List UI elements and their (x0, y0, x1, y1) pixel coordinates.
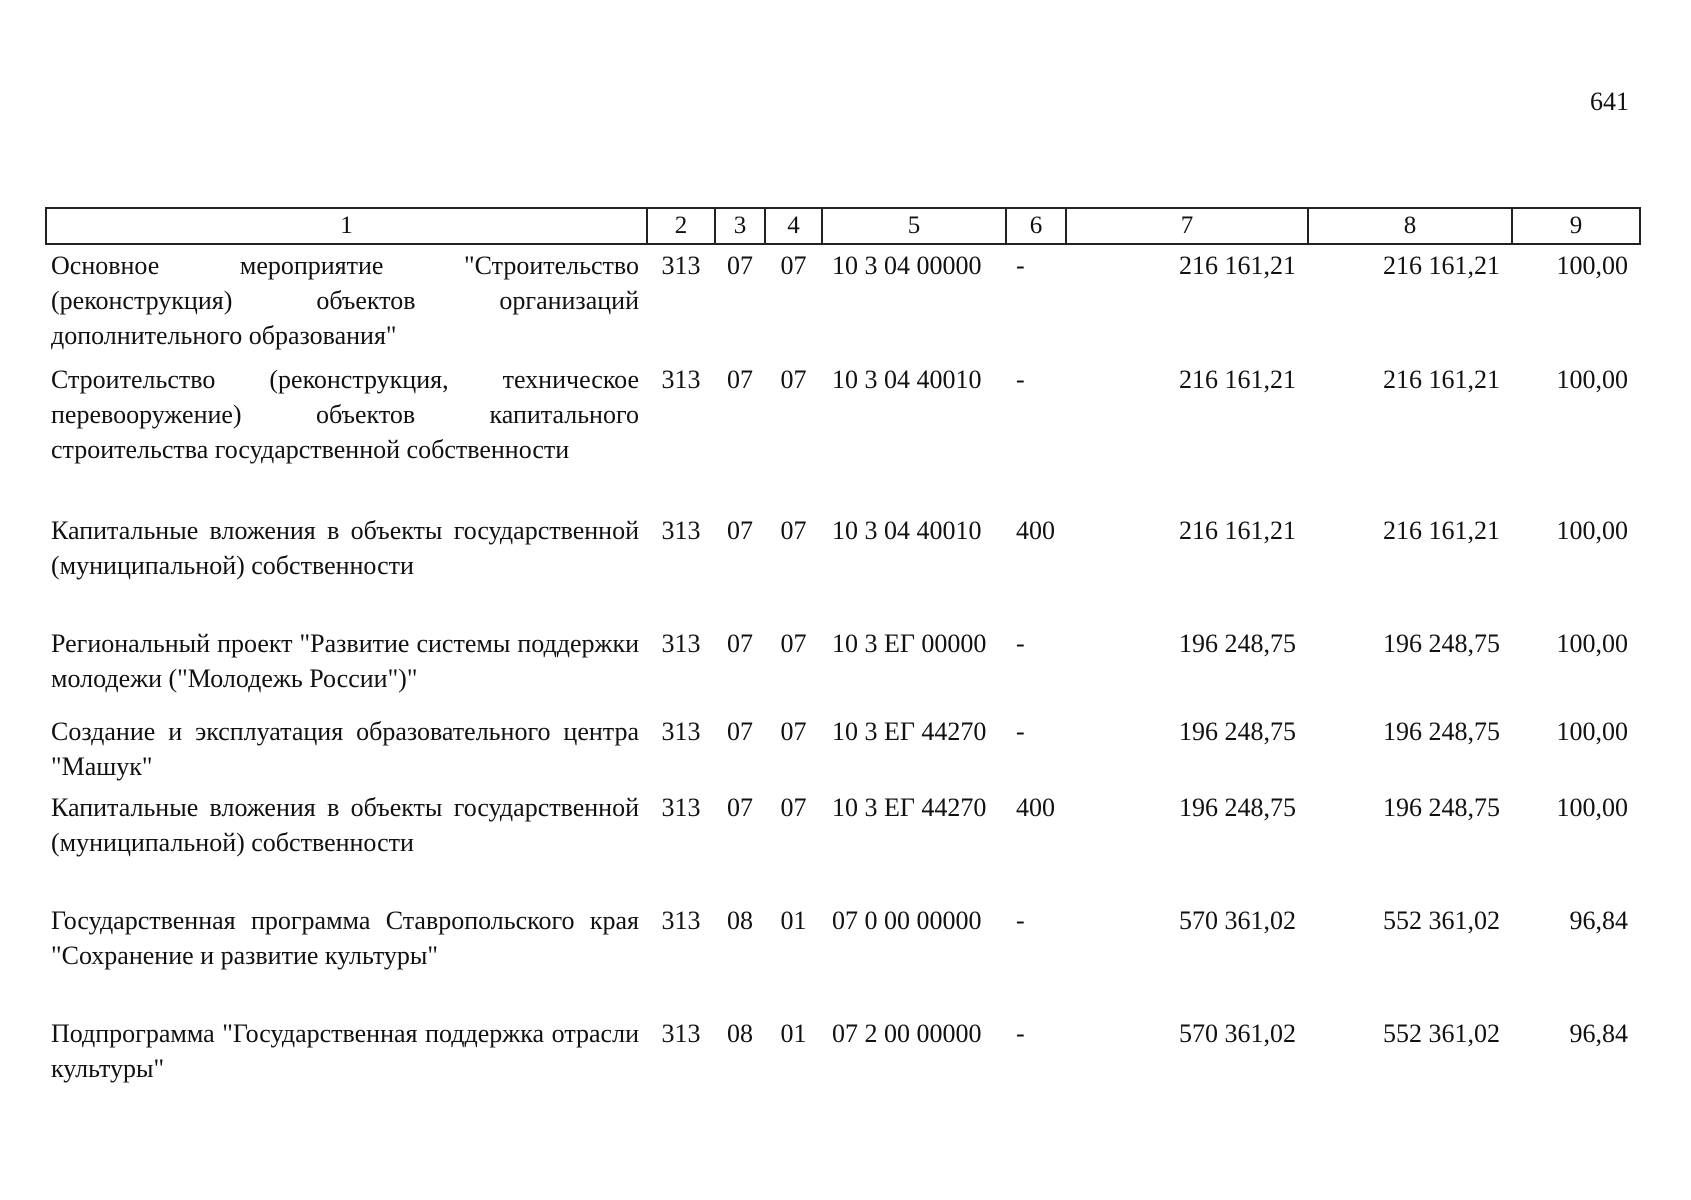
row-ministry-code: 313 (661, 251, 701, 280)
row-actual-amount: 552 361,02 (1383, 906, 1500, 935)
row-target-article: 10 3 ЕГ 44270 (832, 793, 987, 822)
row-ministry-code: 313 (661, 516, 701, 545)
row-plan-amount: 570 361,02 (1179, 906, 1296, 935)
row-name: Капитальные вложения в объекты государственной (муниципальной) собственности (51, 516, 639, 580)
column-header-7: 7 (1066, 208, 1308, 244)
row-subsection-code: 07 (780, 793, 807, 822)
column-header-1: 1 (46, 208, 647, 244)
row-percent: 100,00 (1556, 251, 1628, 280)
row-actual-amount: 552 361,02 (1383, 1019, 1500, 1048)
row-plan-amount: 216 161,21 (1179, 365, 1296, 394)
row-expense-type: - (1016, 365, 1025, 394)
row-subsection-code: 01 (780, 906, 807, 935)
row-actual-amount: 196 248,75 (1383, 793, 1500, 822)
row-actual-amount: 196 248,75 (1383, 629, 1500, 658)
row-name: Региональный проект "Развитие системы поддержки молодежи ("Молодежь России")" (51, 629, 639, 693)
column-header-5: 5 (822, 208, 1006, 244)
table-header-row (46, 208, 1640, 244)
column-header-8: 8 (1308, 208, 1512, 244)
row-name: Основное мероприятие "Строительство (реконструкция) объектов организаций дополнительного образования" (51, 251, 639, 350)
table-row (46, 1013, 1640, 1096)
row-subsection-code: 07 (780, 251, 807, 280)
row-expense-type: - (1016, 251, 1025, 280)
row-target-article: 10 3 04 40010 (832, 516, 982, 545)
row-percent: 100,00 (1556, 793, 1628, 822)
row-expense-type: 400 (1016, 516, 1055, 545)
row-percent: 100,00 (1556, 629, 1628, 658)
row-subsection-code: 07 (780, 516, 807, 545)
row-subsection-code: 01 (780, 1019, 807, 1048)
row-ministry-code: 313 (661, 717, 701, 746)
row-plan-amount: 196 248,75 (1179, 717, 1296, 746)
row-target-article: 10 3 04 00000 (832, 251, 982, 280)
row-section-code: 07 (727, 365, 753, 394)
row-target-article: 10 3 04 40010 (832, 365, 982, 394)
row-section-code: 07 (727, 516, 753, 545)
table-row (46, 711, 1640, 787)
row-name: Капитальные вложения в объекты государственной (муниципальной) собственности (51, 793, 639, 857)
row-subsection-code: 07 (780, 717, 807, 746)
row-ministry-code: 313 (661, 365, 701, 394)
row-section-code: 07 (727, 717, 753, 746)
row-plan-amount: 216 161,21 (1179, 516, 1296, 545)
table-row (46, 623, 1640, 711)
row-percent: 96,84 (1569, 1019, 1628, 1048)
row-name: Государственная программа Ставропольского края "Сохранение и развитие культуры" (51, 906, 639, 970)
row-plan-amount: 196 248,75 (1179, 629, 1296, 658)
row-plan-amount: 570 361,02 (1179, 1019, 1296, 1048)
table-row (46, 900, 1640, 1013)
row-percent: 100,00 (1556, 365, 1628, 394)
row-ministry-code: 313 (661, 629, 701, 658)
row-ministry-code: 313 (661, 1019, 701, 1048)
page-number: 641 (1590, 87, 1629, 116)
row-section-code: 07 (727, 251, 753, 280)
row-target-article: 10 3 ЕГ 44270 (832, 717, 987, 746)
column-header-6: 6 (1006, 208, 1066, 244)
budget-table (45, 207, 1641, 1096)
row-percent: 100,00 (1556, 717, 1628, 746)
table-row (46, 510, 1640, 623)
row-plan-amount: 216 161,21 (1179, 251, 1296, 280)
row-name: Подпрограмма "Государственная поддержка отрасли культуры" (51, 1019, 639, 1083)
row-expense-type: 400 (1016, 793, 1055, 822)
row-section-code: 07 (727, 793, 753, 822)
column-header-3: 3 (715, 208, 765, 244)
row-ministry-code: 313 (661, 793, 701, 822)
row-plan-amount: 196 248,75 (1179, 793, 1296, 822)
row-expense-type: - (1016, 717, 1025, 746)
row-section-code: 07 (727, 629, 753, 658)
row-target-article: 07 0 00 00000 (832, 906, 982, 935)
row-expense-type: - (1016, 629, 1025, 658)
row-percent: 100,00 (1556, 516, 1628, 545)
row-actual-amount: 196 248,75 (1383, 717, 1500, 746)
column-header-2: 2 (647, 208, 715, 244)
row-section-code: 08 (727, 1019, 753, 1048)
row-subsection-code: 07 (780, 365, 807, 394)
row-target-article: 10 3 ЕГ 00000 (832, 629, 987, 658)
column-header-9: 9 (1512, 208, 1640, 244)
row-section-code: 08 (727, 906, 753, 935)
column-header-4: 4 (765, 208, 822, 244)
table-row (46, 359, 1640, 510)
table-row (46, 244, 1640, 359)
row-name: Создание и эксплуатация образовательного центра "Машук" (51, 717, 639, 781)
row-expense-type: - (1016, 1019, 1025, 1048)
row-percent: 96,84 (1569, 906, 1628, 935)
table-row (46, 787, 1640, 900)
row-ministry-code: 313 (661, 906, 701, 935)
row-actual-amount: 216 161,21 (1383, 251, 1500, 280)
row-subsection-code: 07 (780, 629, 807, 658)
row-actual-amount: 216 161,21 (1383, 365, 1500, 394)
row-name: Строительство (реконструкция, техническое перевооружение) объектов капитального строительства государственной собственности (51, 365, 639, 464)
row-actual-amount: 216 161,21 (1383, 516, 1500, 545)
row-expense-type: - (1016, 906, 1025, 935)
row-target-article: 07 2 00 00000 (832, 1019, 982, 1048)
